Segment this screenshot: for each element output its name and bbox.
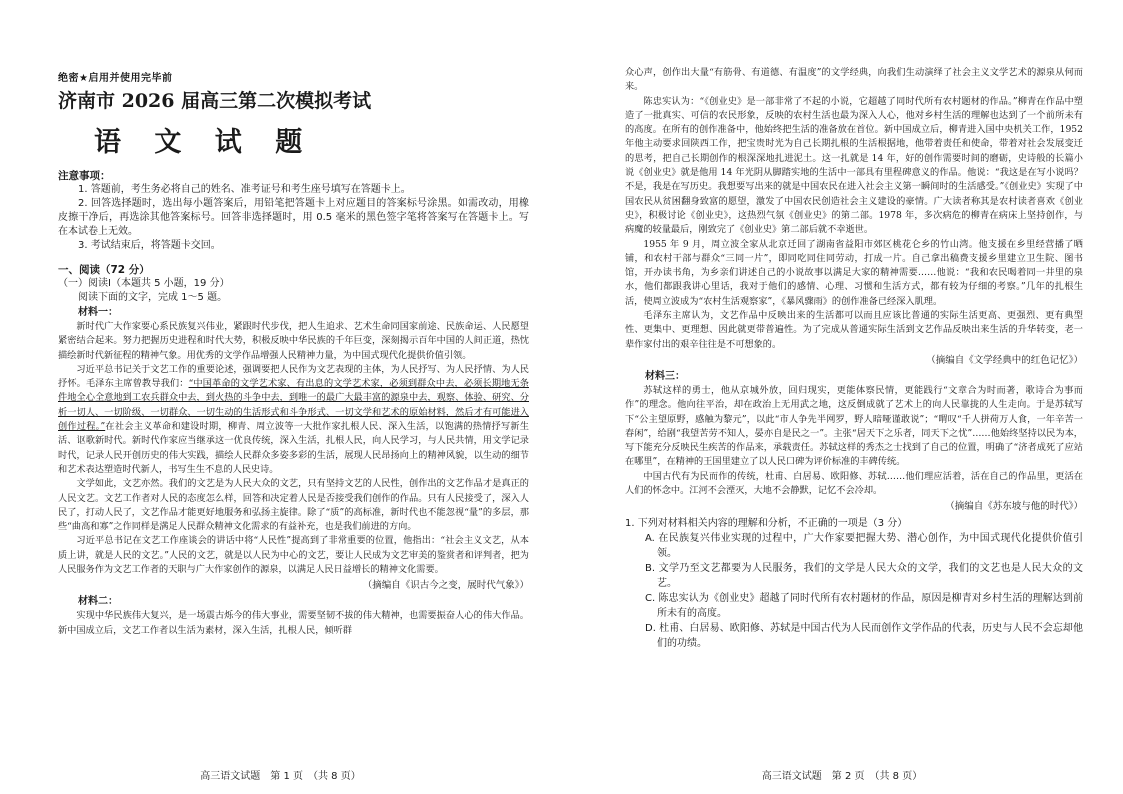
paragraph-text: 在社会主义革命和建设时期，柳青、周立波等一大批作家扎根人民、深入生活，以饱满的热情抒写新生活、讴歌新时代。新时代作家应当继承这一优良传统，深入生活，扎根人民，向人民学习，与人民共情，用文学记录时代，记录人民开创历史的伟大实践，描绘人民群众多姿多彩的生活，展现人民昂扬向上的精神风貌，以生动的细节和艺术表达塑造时代新人，书写生生不息的人民史诗。 [58, 421, 529, 475]
material-1-body [58, 320, 529, 593]
paragraph: 习近平总书记在文艺工作座谈会的讲话中将“人民性”提高到了非常重要的位置，他指出：“社会主义文艺，从本质上讲，就是人民的文艺。”人民的文艺，就是以人民为中心的文艺，要让人民成为文艺审美的鉴赏者和评判者，把为人民服务作为文艺工作者的天职与广大作家创作的源泉，以满足人民日益增长的精神文化需要。 [58, 535, 529, 576]
page-footer: 高三语文试题 第 1 页 （共 8 页） [200, 771, 361, 782]
paragraph: 实现中华民族伟大复兴，是一场震古烁今的伟大事业，需要坚韧不拔的伟大精神，也需要振奋人心的伟大作品。新中国成立后，文艺工作者以生活为素材，深入生活，扎根人民，倾听群 [58, 610, 529, 636]
source-citation: （摘编自《文学经典中的红色记忆》） [926, 354, 1083, 366]
page-footer: 高三语文试题 第 2 页 （共 8 页） [761, 771, 923, 782]
material-1-label: 材料一： [78, 307, 118, 318]
material-2-continued [625, 66, 1083, 368]
section-heading: 一、阅读（72 分） [58, 264, 150, 276]
secret-label: 绝密★启用并使用完毕前 [58, 73, 173, 84]
paragraph: 1955 年 9 月，周立波全家从北京迁回了湖南省益阳市郊区桃花仑乡的竹山湾。他支援在乡里经营播了晒铺，和农村干部与群众“三同一片”，即同吃同住同劳动，打成一片。自己拿出稿费支援乡里建立卫生院、图书馆，开办读书角，为乡亲们讲述自己的小说故事以满足大家的精神需要……他说：“我和农民喝着同一井里的泉水，他们都跟我讲心里话，我对于他们的感情、心理、习惯和生活方式，都有较为仔细的考察。”几年的扎根生活，使周立波成为“农村生活观察家”，《暴风骤雨》的创作准备已经深入肌理。 [625, 238, 1083, 307]
paragraph: 新时代广大作家要心系民族复兴伟业，紧跟时代步伐，把人生追求、艺术生命同国家前途、民族命运、人民愿望紧密结合起来。努力把握历史进程和时代大势，积极反映中华民族的千年巨变，深刻揭示百年中国的人间正道，热忱描绘新时代新征程的精神气象。用优秀的文学作品增强人民精神力量，为中国式现代化提供价值引领。 [58, 321, 529, 361]
option-a: A. 在民族复兴伟业实现的过程中，广大作家要把握大势、潜心创作，为中国式现代化提供价值引领。 [645, 533, 1083, 560]
paragraph-text: 习近平总书记关于文艺工作的重要论述，强调要把人民作为文艺表现的主体，为人民抒写、为人民抒情、为人民抒怀。毛泽东主席曾教导我们： [58, 363, 529, 390]
exam-title: 济南市 2026 届高三第二次模拟考试 [58, 90, 372, 112]
source-citation: （摘编自《识古今之变，展时代气象》） [362, 580, 529, 592]
notes-list [58, 183, 529, 253]
page-1 [0, 0, 561, 794]
subsection-heading: （一）阅读Ⅰ（本题共 5 小题，19 分） [58, 278, 230, 289]
paragraph: 文学如此，文艺亦然。我们的文艺是为人民大众的文艺，只有坚持文艺的人民性，创作出的文艺作品才是真正的人民文艺。文艺工作者对人民的态度怎么样，回答和决定着人民是否接受我们创作的作品。只有人民接受了，深入人民了，打动人民了，文艺作品才能更好地服务和弘扬主旋律。除了“质”的高标准，新时代也不能忽视“量”的多层，那些“曲高和寡”之作同样是满足人民群众精神文化需求的有益补充，也是我们前进的方向。 [58, 478, 529, 533]
paragraph: 中国古代有为民而作的传统，杜甫、白居易、欧阳修、苏轼……他们理应活着，活在自己的作品里，更活在人们的怀念中。江河不会湮灭，大地不会静默，记忆不会冷却。 [625, 470, 1083, 497]
option-c: C. 陈忠实认为《创业史》超越了同时代所有农村题材的作品，原因是柳青对乡村生活的理解达到前所未有的高度。 [645, 593, 1083, 620]
page-2 [561, 0, 1123, 794]
material-2-label: 材料二： [78, 596, 118, 608]
material-2-body [58, 609, 529, 638]
instruction: 阅读下面的文字，完成 1～5 题。 [78, 292, 228, 303]
paragraph: 陈忠实认为：“《创业史》是一部非常了不起的小说，它超越了同时代所有农村题材的作品。”柳青在作品中塑造了一批真实、可信的农民形象，反映的农村生活也最为深入人心，他对乡村生活的理解也达到了一个前所未有的高度。在所有的创作准备中，他始终把生活的准备放在首位。新中国成立后，柳青进入国中央机关工作，1952 年他主动要求回陕西工作，把宝贵时光为自己长期扎根的生活根据地，他带着责任和使命，带着对社会发展变迁的思考，把自己长期创作的根深深地扎进泥土。这一扎就是 14 年，好的创作需要时间的磨砺，史诗般的长篇小说《创业史》就是他用 14 年光阴从脚踏实地的生活中一部具有里程碑意义的作品。他说：“我这是在写小说吗？不是，我是在写历史。我想要写出来的就是中国农民在进入社会主义第一瞬间时的生活感受。”《创业史》实现了中国农民从贫困翻身致富的愿望，激发了中国农民创造社会主义建设的豪情。广大读者称其是农村读者喜欢《创业史》，积极讨论《创业史》，这热烈气氛《创业史》的第二部。1978 年，多次病危的柳青在病床上坚持创作，与病魔的较量最后，刚致完了《创业史》第二部后就不幸逝世。 [625, 95, 1083, 236]
note-item: 3. 考试结束后，将答题卡交回。 [78, 240, 221, 251]
paragraph: 众心声，创作出大量“有筋骨、有道德、有温度”的文学经典，向我们生动演绎了社会主义文学艺术的源泉从何而来。 [625, 67, 1083, 93]
source-citation: （摘编自《苏东坡与他的时代》） [945, 501, 1083, 513]
note-item: 1. 答题前，考生务必将自己的姓名、准考证号和考生座号填写在答题卡上。 [78, 184, 411, 195]
paragraph [58, 363, 529, 477]
paragraph: 毛泽东主席认为，文艺作品中反映出来的生活都可以而且应该比普通的实际生活更高、更强烈、更有典型性、更集中、更理想、因此就更带普遍性。为了完成从普通实际生活到文艺作品反映出来生活的升华转变，老一辈作家付出的艰辛往往是不可想象的。 [625, 310, 1083, 350]
underlined-quote: “中国革命的文学艺术家、有出息的文学艺术家，必须到群众中去，必须长期地无条件地全心全意地到工农兵群众中去，到火热的斗争中去，到唯一的最广大最丰富的源泉中去，观察、体验、研究、分析一切人、一切阶级、一切群众、一切生动的生活形式和斗争形式、一切文学和艺术的原始材料，然后才有可能进入创作过程。” [58, 378, 529, 433]
subject-title: 语 文 试 题 [94, 127, 315, 158]
notes-heading: 注意事项： [58, 170, 111, 182]
material-3-body [625, 384, 1083, 514]
material-3-label: 材料三： [645, 370, 685, 382]
paragraph: 苏轼这样的勇士，他从京城外放，回归现实，更能体察民情，更能践行“文章合为时而著，歌诗合为事而作”的理念。他向往平治，却在政治上无用武之地，这反倒成就了艺术上的向人民靠拢的人生走向。于是苏轼写下“公主望原野，感触为黎元”，以此“市人争先半网罗，野人暗哑谨敢说”；“喟叹“千人拼荷万人食，一年辛苦一春闲”，给剧“我望苦劳不知人，晏亦自是民之一”。主张“居天下之乐者，同天下之忧”……他始终坚持以民为本，写下能充分反映民生疾苦的作品来，承载责任。苏轼这样的秀杰之士找到了自己的位置，明确了“济者成死了应站在哪里”，在精神的王国里建立了以人民口碑为评价标准的丰碑传统。 [625, 384, 1083, 468]
note-item: 2. 回答选择题时，选出每小题答案后，用铅笔把答题卡上对应题目的答案标号涂黑。如需改动，用橡皮擦干净后，再选涂其他答案标号。回答非选择题时，用 0.5 毫米的黑色签字笔将答案写在答题卡上。写在本试卷上无效。 [58, 198, 529, 237]
option-d: D. 杜甫、白居易、欧阳修、苏轼是中国古代为人民而创作文学作品的代表，历史与人民不会忘却他们的功绩。 [645, 623, 1083, 650]
option-b: B. 文学乃至文艺都要为人民服务，我们的文学是人民大众的文学，我们的文艺也是人民大众的文艺。 [645, 563, 1083, 590]
question-1: 1. 下列对材料相关内容的理解和分析，不正确的一项是（3 分） [625, 518, 908, 530]
